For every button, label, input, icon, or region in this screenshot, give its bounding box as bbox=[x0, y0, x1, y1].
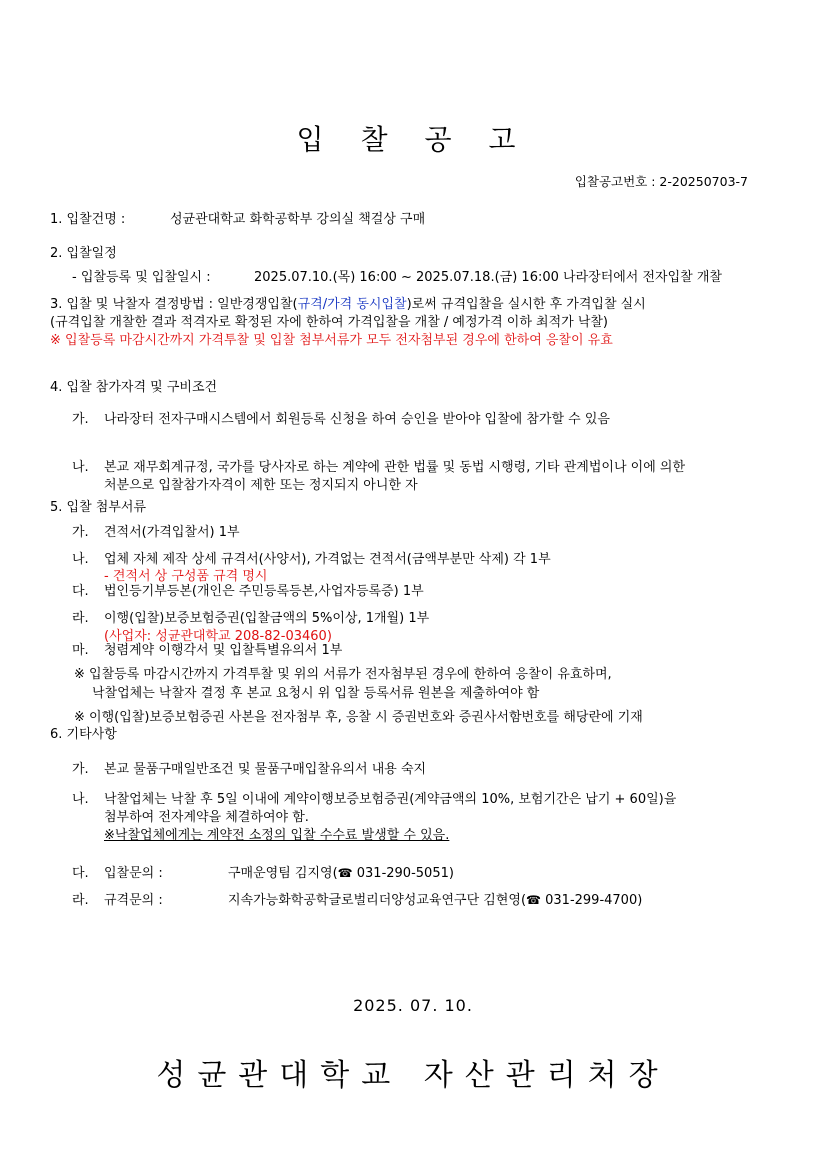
section-2-prefix: - 입찰등록 및 입찰일시 : bbox=[72, 270, 211, 285]
s5-ra-mark: 라. bbox=[72, 611, 89, 626]
s5-da-mark: 다. bbox=[72, 584, 89, 599]
section-1-label: 1. 입찰건명 : bbox=[50, 212, 126, 227]
s6-na-text-1: 낙찰업체는 낙찰 후 5일 이내에 계약이행보증보험증권(계약금액의 10%, 보험기간은 납기 + 60일)을 bbox=[104, 792, 677, 807]
s6-ra-contact-name: 지속가능화학공학글로벌리더양성교육연구단 김현영( bbox=[228, 893, 527, 908]
s5-na-text: 업체 자체 제작 상세 규격서(사양서), 가격없는 견적서(금액부분만 삭제) 각 1부 bbox=[104, 552, 551, 567]
s5-na-red-note: - 견적서 상 구성품 규격 명시 bbox=[104, 569, 268, 584]
s4-ga-mark: 가. bbox=[72, 412, 89, 427]
s5-ga-mark: 가. bbox=[72, 525, 89, 540]
section-3-text-b: )로써 규격입찰을 실시한 후 가격입찰 실시 bbox=[406, 297, 646, 312]
s5-ra-red-note: (사업자: 성균관대학교 208-82-03460) bbox=[104, 629, 332, 644]
s5-da-text: 법인등기부등본(개인은 주민등록등본,사업자등록증) 1부 bbox=[104, 584, 424, 599]
s6-ra-contact bbox=[228, 889, 642, 908]
s5-ma-text: 청렴계약 이행각서 및 입찰특별유의서 1부 bbox=[104, 643, 343, 658]
issuing-organization: 성균관대학교 자산관리처장 bbox=[156, 1058, 670, 1093]
s5-ra-text: 이행(입찰)보증보험증권(입찰금액의 5%이상, 1개월) 1부 bbox=[104, 611, 430, 626]
s6-ra-phone: 031-299-4700) bbox=[541, 893, 643, 908]
s6-ga-text: 본교 물품구매일반조건 및 물품구매입찰유의서 내용 숙지 bbox=[104, 762, 427, 777]
s6-ga-mark: 가. bbox=[72, 762, 89, 777]
s4-ga-text: 나라장터 전자구매시스템에서 회원등록 신청을 하여 승인을 받아야 입찰에 참가할 수 있음 bbox=[104, 412, 610, 427]
s6-da-label: 입찰문의 : bbox=[104, 866, 163, 881]
section-2-schedule: 2025.07.10.(목) 16:00 ~ 2025.07.18.(금) 16:00 나라장터에서 전자입찰 개찰 bbox=[254, 270, 722, 285]
section-3-method-highlight: 규격/가격 동시입찰 bbox=[297, 297, 407, 312]
phone-icon: ☎ bbox=[526, 893, 541, 907]
section-3-text-a: 3. 입찰 및 낙찰자 결정방법 : 일반경쟁입찰( bbox=[50, 297, 298, 312]
s5-note-1a: ※ 입찰등록 마감시간까지 가격투찰 및 위의 서류가 전자첨부된 경우에 한하여 응찰이 유효하며, bbox=[74, 667, 612, 682]
s6-na-mark: 나. bbox=[72, 792, 89, 807]
s6-ra-mark: 라. bbox=[72, 893, 89, 908]
s5-note-1b: 낙찰업체는 낙찰자 결정 후 본교 요청시 위 입찰 등록서류 원본을 제출하여야 함 bbox=[92, 686, 540, 701]
section-6-label: 6. 기타사항 bbox=[50, 727, 117, 742]
s6-da-contact-name: 구매운영팀 김지영( bbox=[228, 866, 338, 881]
notice-number: 입찰공고번호 : 2-20250703-7 bbox=[574, 174, 748, 189]
section-5-label: 5. 입찰 첨부서류 bbox=[50, 500, 147, 515]
s6-ra-label: 규격문의 : bbox=[104, 893, 163, 908]
s6-na-text-2: 첨부하여 전자계약을 체결하여야 함. bbox=[104, 810, 309, 825]
s5-note-2: ※ 이행(입찰)보증보험증권 사본을 전자첨부 후, 응찰 시 증권번호와 증권사서함번호를 해당란에 기재 bbox=[74, 710, 643, 725]
s4-na-mark: 나. bbox=[72, 460, 89, 475]
section-3-warning: ※ 입찰등록 마감시간까지 가격투찰 및 입찰 첨부서류가 모두 전자첨부된 경우에 한하여 응찰이 유효 bbox=[50, 333, 613, 348]
s6-na-fee-note: ※낙찰업체에게는 계약전 소정의 입찰 수수료 발생할 수 있음. bbox=[104, 828, 450, 843]
s4-na-text-1: 본교 재무회계규정, 국가를 당사자로 하는 계약에 관한 법률 및 동법 시행령, 기타 관계법이나 이에 의한 bbox=[104, 460, 685, 475]
document-title: 입 찰 공 고 bbox=[296, 123, 530, 156]
section-1-value: 성균관대학교 화학공학부 강의실 책걸상 구매 bbox=[170, 212, 426, 227]
section-3-line2: (규격입찰 개찰한 결과 적격자로 확정된 자에 한하여 가격입찰을 개찰 / 예정가격 이하 최적가 낙찰) bbox=[50, 315, 609, 330]
s5-ma-mark: 마. bbox=[72, 643, 89, 658]
phone-icon: ☎ bbox=[337, 866, 353, 880]
s6-da-phone: 031-290-5051) bbox=[356, 866, 454, 881]
s5-na-mark: 나. bbox=[72, 552, 89, 567]
notice-date: 2025. 07. 10. bbox=[353, 996, 473, 1015]
s5-ga-text: 견적서(가격입찰서) 1부 bbox=[104, 525, 240, 540]
section-3-line1 bbox=[50, 293, 646, 312]
s4-na-text-2: 처분으로 입찰참가자격이 제한 또는 정지되지 아니한 자 bbox=[104, 478, 418, 493]
s6-da-mark: 다. bbox=[72, 866, 89, 881]
section-2-label: 2. 입찰일정 bbox=[50, 246, 117, 261]
section-4-label: 4. 입찰 참가자격 및 구비조건 bbox=[50, 380, 218, 395]
s6-da-contact bbox=[228, 862, 454, 881]
